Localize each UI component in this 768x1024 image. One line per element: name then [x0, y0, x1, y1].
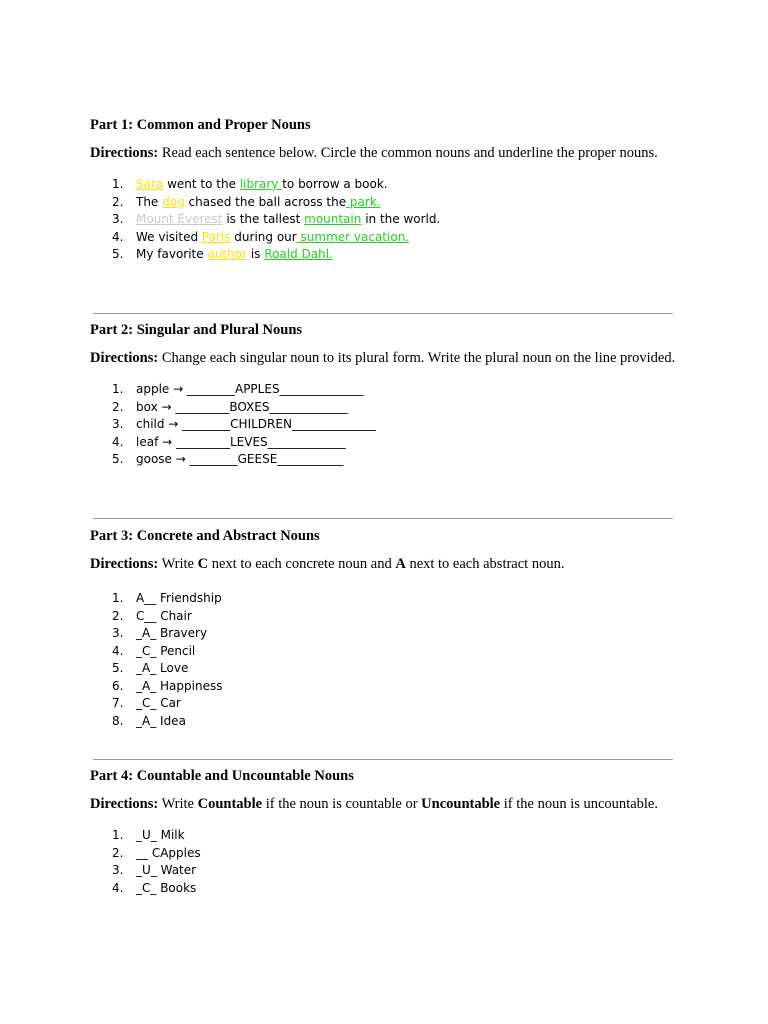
list-item — [90, 695, 690, 713]
part1-heading: Part 1: Common and Proper Nouns — [90, 117, 311, 133]
divider — [93, 518, 673, 519]
list-item — [90, 713, 690, 731]
list-item-number: 4. — [112, 643, 124, 658]
divider — [93, 313, 673, 314]
sentence-text: We visited — [136, 229, 202, 244]
part3-directions — [90, 555, 690, 573]
list-item — [90, 827, 690, 845]
list-item-number: 3. — [112, 626, 124, 640]
part4-directions-uncountable: Uncountable — [421, 796, 501, 812]
list-item — [90, 845, 690, 863]
list-item-text: _A_ Idea — [136, 713, 186, 728]
list-item-text: leaf → _________LEVES_____________ — [136, 434, 346, 449]
sentence-text: My favorite — [136, 247, 208, 261]
highlighted-noun: dog — [162, 194, 185, 209]
list-item-number: 7. — [112, 696, 124, 710]
part2-heading: Part 2: Singular and Plural Nouns — [90, 322, 303, 338]
part1-list — [90, 176, 690, 264]
part2-directions-label: Directions: — [90, 350, 159, 366]
part2-list — [90, 381, 690, 469]
list-item-text: _U_ Water — [136, 863, 197, 877]
list-item-number: 2. — [112, 608, 124, 623]
highlighted-noun: Mount Everest — [136, 212, 223, 226]
highlighted-noun: Roald Dahl. — [264, 247, 333, 261]
list-item-text: _C_ Pencil — [136, 643, 196, 658]
list-item — [90, 862, 690, 880]
part3-directions-text: Write — [158, 556, 198, 572]
list-item — [90, 434, 690, 452]
list-item-number: 2. — [112, 845, 124, 860]
part4-section — [90, 767, 690, 897]
sentence-text: is the tallest — [222, 212, 305, 226]
list-item-number: 2. — [112, 399, 124, 414]
highlighted-noun: library — [239, 177, 283, 191]
highlighted-noun: Paris — [201, 229, 231, 244]
list-item-number: 2. — [112, 194, 124, 209]
part1-directions-label: Directions: — [90, 145, 159, 161]
part3-heading: Part 3: Concrete and Abstract Nouns — [90, 528, 320, 544]
list-item — [90, 416, 690, 434]
list-item — [90, 194, 690, 212]
list-item-number: 1. — [112, 382, 124, 396]
part1-section — [90, 116, 690, 264]
list-item — [90, 625, 690, 643]
list-item-number: 4. — [112, 434, 124, 449]
list-item-text: A__ Friendship — [136, 591, 222, 605]
sentence-text: chased the ball across the — [184, 194, 347, 209]
part3-list — [90, 590, 690, 730]
list-item-number: 6. — [112, 678, 124, 693]
list-item-text: goose → ________GEESE___________ — [136, 452, 344, 466]
part3-directions-abstract-letter: A — [395, 556, 406, 572]
part2-directions — [90, 349, 690, 367]
part4-directions-label: Directions: — [90, 796, 159, 812]
sentence-text: during our — [230, 229, 297, 244]
list-item-text: apple → ________APPLES______________ — [136, 382, 364, 396]
highlighted-noun: Sara — [136, 177, 164, 191]
list-item-text: _C_ Books — [136, 880, 197, 895]
list-item — [90, 678, 690, 696]
list-item-text: child → ________CHILDREN______________ — [136, 417, 376, 431]
part2-directions-text: Change each singular noun to its plural form. Write the plural noun on the line provided. — [158, 350, 676, 366]
list-item-number: 5. — [112, 452, 124, 466]
part4-directions — [90, 795, 690, 813]
list-item — [90, 246, 690, 264]
sentence-text: went to the — [163, 177, 240, 191]
list-item-number: 5. — [112, 247, 124, 261]
highlighted-noun: author — [207, 247, 248, 261]
sentence-text: in the world. — [361, 212, 441, 226]
list-item-text: __ CApples — [136, 845, 201, 860]
list-item — [90, 643, 690, 661]
list-item-text: _A_ Love — [136, 661, 189, 675]
list-item-number: 1. — [112, 591, 124, 605]
part3-section — [90, 527, 690, 730]
list-item-number: 3. — [112, 417, 124, 431]
part3-directions-concrete-letter: C — [197, 556, 209, 572]
list-item — [90, 211, 690, 229]
list-item — [90, 381, 690, 399]
part4-directions-text: Write — [158, 796, 198, 812]
list-item-text: C__ Chair — [136, 608, 192, 623]
list-item — [90, 880, 690, 898]
list-item-number: 1. — [112, 177, 124, 191]
list-item — [90, 399, 690, 417]
list-item-text: _U_ Milk — [136, 828, 185, 842]
sentence-text: to borrow a book. — [282, 177, 388, 191]
part4-list — [90, 827, 690, 897]
list-item-number: 4. — [112, 880, 124, 895]
list-item — [90, 660, 690, 678]
list-item-number: 5. — [112, 661, 124, 675]
list-item — [90, 176, 690, 194]
part4-directions-text: if the noun is countable or — [262, 796, 422, 812]
list-item — [90, 451, 690, 469]
list-item-text: _A_ Happiness — [136, 678, 223, 693]
part2-section — [90, 321, 690, 469]
part3-directions-label: Directions: — [90, 556, 159, 572]
part4-directions-text: if the noun is uncountable. — [500, 796, 658, 812]
part1-directions — [90, 144, 690, 162]
highlighted-noun: park. — [346, 194, 381, 209]
list-item-number: 4. — [112, 229, 124, 244]
list-item-text: box → _________BOXES_____________ — [136, 399, 348, 414]
list-item-text: _C_ Car — [136, 696, 181, 710]
divider — [93, 759, 673, 760]
highlighted-noun: summer vacation. — [296, 229, 410, 244]
part1-directions-text: Read each sentence below. Circle the common nouns and underline the proper nouns. — [158, 145, 658, 161]
sentence-text: is — [247, 247, 265, 261]
list-item — [90, 229, 690, 247]
list-item — [90, 590, 690, 608]
part3-directions-text: next to each concrete noun and — [208, 556, 396, 572]
list-item-text: _A_ Bravery — [136, 626, 208, 640]
list-item-number: 3. — [112, 212, 124, 226]
part3-directions-text: next to each abstract noun. — [405, 556, 565, 572]
list-item — [90, 608, 690, 626]
list-item-number: 8. — [112, 713, 124, 728]
sentence-text: The — [136, 194, 163, 209]
part4-directions-countable: Countable — [197, 796, 263, 812]
part4-heading: Part 4: Countable and Uncountable Nouns — [90, 768, 354, 784]
list-item-number: 3. — [112, 863, 124, 877]
list-item-number: 1. — [112, 828, 124, 842]
highlighted-noun: mountain — [304, 212, 362, 226]
